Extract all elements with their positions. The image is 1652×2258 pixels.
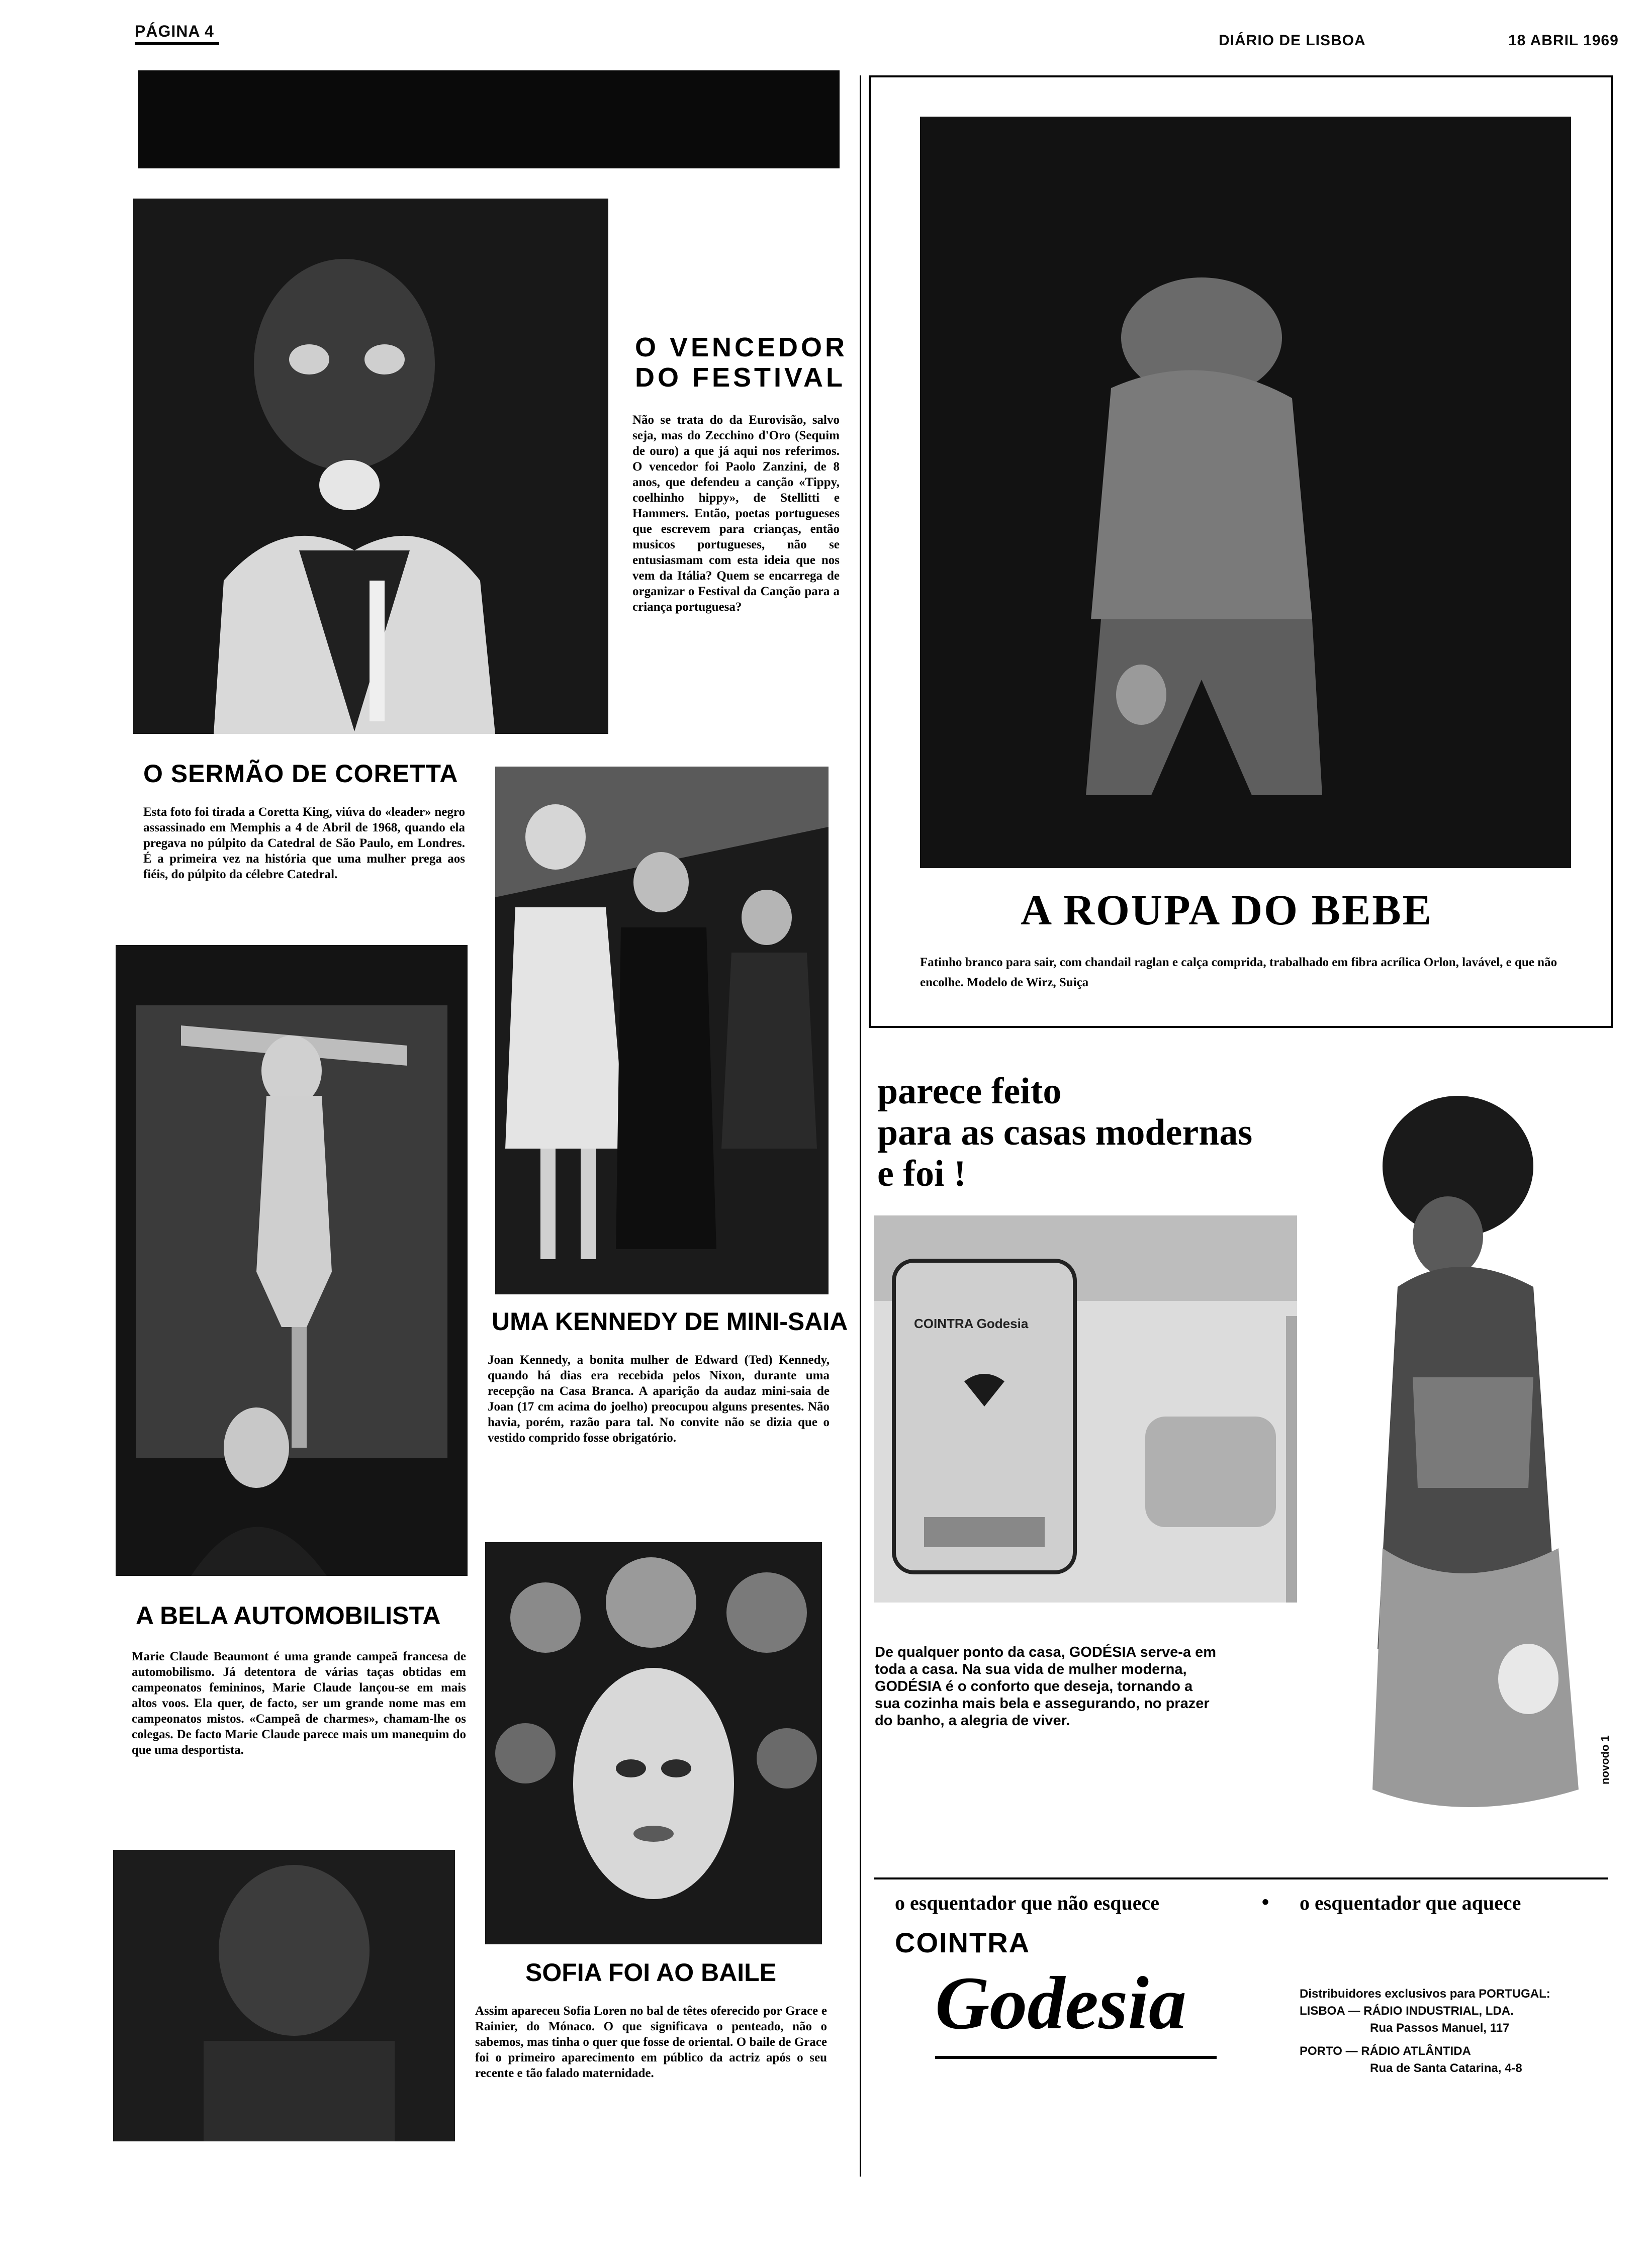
festival-body: Não se trata do da Eurovisão, salvo seja, mas do Zecchino d'Oro (Sequim de ouro) a que já aqui nos referimos. O vencedor foi Paolo Zanzini, de 8 anos, que defendeu a canção «Tippy, coelhinho hippy», de Stellitti e Hammers. Então, poetas portugueses que escrevem para crianças, então musicos portugueses, não se entusiasmam com esta ideia que nos vem da Itália? Quem se encarrega de organizar o Festival da Canção para a criança portuguesa?: [632, 413, 840, 614]
sofia-photo: [485, 1542, 822, 1944]
page-number-underline: [135, 42, 219, 45]
coretta-title: O SERMÃO DE CORETTA: [143, 760, 458, 788]
festival-title-line2: DO FESTIVAL: [635, 362, 846, 393]
ad-headline-3: e foi !: [877, 1153, 966, 1194]
distributors: [1300, 1986, 1550, 2077]
dist-porto: PORTO — RÁDIO ATLÂNTIDA: [1300, 2044, 1471, 2058]
dist-title: Distribuidores exclusivos para PORTUGAL:: [1300, 1987, 1550, 2001]
dist-porto-addr: Rua de Santa Catarina, 4-8: [1370, 2061, 1522, 2075]
top-banner: [138, 70, 840, 168]
coretta-body: Esta foto foi tirada a Coretta King, viúva do «leader» negro assassinado em Memphis a 4 de Abril de 1968, quando ela pregava no púlpito da Catedral de São Paulo, em Londres. É a primeira vez na história que uma mulher prega aos fiéis, do púlpito da célebre Catedral.: [143, 805, 465, 881]
ad-headline-1: parece feito: [877, 1071, 1062, 1112]
automobilista-title: A BELA AUTOMOBILISTA: [136, 1602, 441, 1630]
ad-slogan-2: o esquentador que aquece: [1300, 1892, 1521, 1914]
newspaper-name: DIÁRIO DE LISBOA: [1219, 32, 1366, 49]
godesia-logo: Godesia: [935, 1961, 1186, 2045]
festival-title-line1: O VENCEDOR: [635, 332, 848, 362]
ad-slogan-1: o esquentador que não esquece: [895, 1892, 1159, 1914]
brand-cointra: COINTRA: [895, 1927, 1031, 1958]
issue-date: 18 ABRIL 1969: [1508, 32, 1619, 49]
kennedy-title: UMA KENNEDY DE MINI-SAIA: [492, 1307, 848, 1336]
ad-slogan-rule: [874, 1877, 1608, 1879]
sofia-body: Assim apareceu Sofia Loren no bal de têtes oferecido por Grace e Rainier, do Mónaco. O que significava o penteado, não o sabemos, mas tinha o quer que fosse de oriental. O baile de Grace foi o primeiro aparecimento em público da actriz após o seu recente e tão falado maternidade.: [475, 2004, 827, 2080]
column-divider: [860, 75, 861, 2177]
ad-slogan-bullet: •: [1262, 1891, 1269, 1913]
ad-headline-2: para as casas modernas: [877, 1112, 1253, 1153]
coretta-photo: [116, 945, 468, 1576]
bebe-photo: [920, 117, 1571, 868]
woman-photo: [1297, 1096, 1619, 1850]
kennedy-body: Joan Kennedy, a bonita mulher de Edward (Ted) Kennedy, quando há dias era recebida pelos Nixon, durante uma recepção na Casa Branca. A aparição da audaz mini-saia de Joan (17 cm acima do joelho) preocupou alguns presentes. Não havia, porém, razão para tal. No convite não se dizia que o vestido comprido fosse obrigatório.: [488, 1353, 830, 1445]
agency-credit: novodo 1: [1599, 1735, 1611, 1784]
sofia-title: SOFIA FOI AO BAILE: [525, 1958, 777, 1987]
automobilista-body: Marie Claude Beaumont é uma grande campeã francesa de automobilismo. Já detentora de várias taças obtidas em campeonatos femininos, Marie Claude lançou-se em mais altos voos. Ela quer, de facto, ser um grande nome mas em campeonatos mistos. «Campeã de charmes», chamam-lhe os colegas. De facto Marie Claude parece mais um manequim do que uma desportista.: [132, 1650, 466, 1757]
dist-lisboa-addr: Rua Passos Manuel, 117: [1370, 2021, 1510, 2035]
logo-underline: [935, 2056, 1217, 2059]
automobilista-photo: [113, 1850, 455, 2141]
festival-winner-photo: [133, 199, 608, 734]
page-number: PÁGINA 4: [135, 22, 214, 40]
bebe-caption: Fatinho branco para sair, com chandail raglan e calça comprida, trabalhado em fibra acrílica Orlon, lavável, e que não encolhe. Modelo de Wirz, Suiça: [920, 956, 1557, 989]
heater-label: COINTRA Godesia: [914, 1316, 1029, 1331]
kennedy-photo: [495, 767, 829, 1294]
dist-lisboa: LISBOA — RÁDIO INDUSTRIAL, LDA.: [1300, 2004, 1514, 2018]
ad-body: De qualquer ponto da casa, GODÉSIA serve-a em toda a casa. Na sua vida de mulher moderna, GODÉSIA é o conforto que deseja, tornando a sua cozinha mais bela e assegurando, no prazer do banho, a alegria de viver.: [875, 1644, 1217, 1729]
bebe-title: A ROUPA DO BEBE: [1021, 886, 1433, 934]
